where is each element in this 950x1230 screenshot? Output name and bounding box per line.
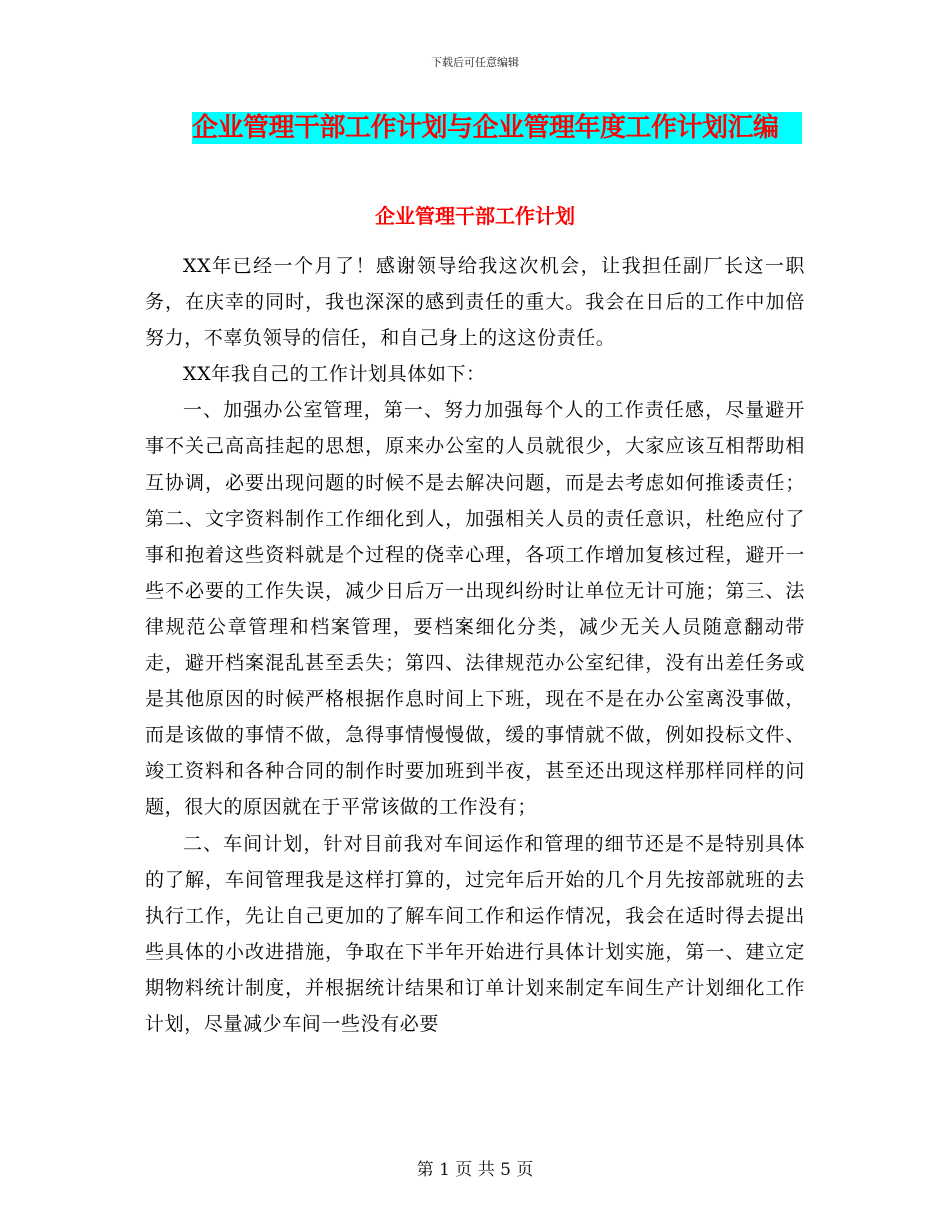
page-header-note: 下载后可任意编辑 xyxy=(431,56,519,69)
section-title: 企业管理干部工作计划 xyxy=(375,204,575,228)
body-paragraph: 二、车间计划，针对目前我对车间运作和管理的细节还是不是特别具体的了解，车间管理我是这样打算的，过完年后开始的几个月先按部就班的去执行工作，先让自己更加的了解车间工作和运作情况，我会在适时得去提出些具体的小改进措施，争取在下半年开始进行具体计划实施，第一、建立定期物料统计制度，并根据统计结果和订单计划来制定车间生产计划细化工作计划，尽量减少车间一些没有必要 xyxy=(145,832,805,1035)
body-paragraph: 一、加强办公室管理，第一、努力加强每个人的工作责任感，尽量避开事不关己高高挂起的思想，原来办公室的人员就很少，大家应该互相帮助相互协调，必要出现问题的时候不是去解决问题，而是去考虑如何推诿责任；第二、文字资料制作工作细化到人，加强相关人员的责任意识，杜绝应付了事和抱着这些资料就是个过程的侥幸心理，各项工作增加复核过程，避开一些不必要的工作失误，减少日后万一出现纠纷时让单位无计可施；第三、法律规范公章管理和档案管理，要档案细化分类，减少无关人员随意翻动带走，避开档案混乱甚至丢失；第四、法律规范办公室纪律，没有出差任务或是其他原因的时候严格根据作息时间上下班，现在不是在办公室离没事做，而是该做的事情不做，急得事情慢慢做，缓的事情就不做，例如投标文件、竣工资料和各种合同的制作时要加班到半夜，甚至还出现这样那样同样的问题，很大的原因就在于平常该做的工作没有； xyxy=(145,399,805,819)
document-main-title: 企业管理干部工作计划与企业管理年度工作计划汇编 xyxy=(192,112,802,144)
page-number-footer: 第 1 页 共 5 页 xyxy=(416,1160,534,1180)
document-body xyxy=(145,248,805,1042)
body-paragraph: XX年我自己的工作计划具体如下： xyxy=(183,363,486,386)
body-paragraph: XX年已经一个月了！感谢领导给我这次机会，让我担任副厂长这一职务，在庆幸的同时，我也深深的感到责任的重大。我会在日后的工作中加倍努力，不辜负领导的信任，和自己身上的这这份责任。 xyxy=(145,255,805,350)
